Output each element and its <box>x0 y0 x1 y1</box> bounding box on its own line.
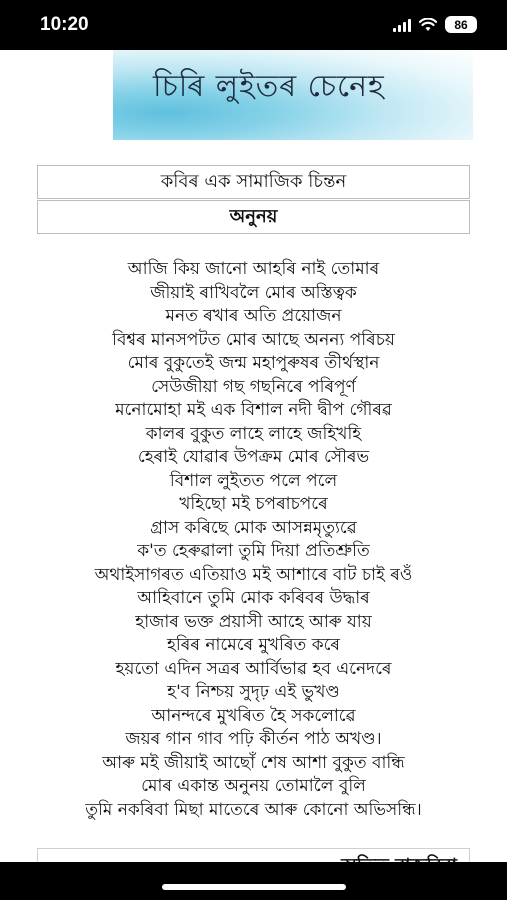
poem-line: হেৰাই যোৱাৰ উপক্ৰম মোৰ সৌৰভ <box>137 447 370 467</box>
poem-line: জীয়াই ৰাখিবলৈ মোৰ অস্তিত্বক <box>150 282 357 303</box>
bottom-system-bar <box>0 862 507 900</box>
poem-body <box>0 258 507 822</box>
poem-line: খহিছো মই চপৰাচপৰে <box>179 494 328 514</box>
poem-line: সেউজীয়া গছ গছনিৰে পৰিপূৰ্ণ <box>151 376 356 397</box>
poem-line: মনোমোহা মই এক বিশাল নদী দ্বীপ গৌৰৱ <box>115 400 392 420</box>
poem-line: আৰু মই জীয়াই আছোঁ শেষ আশা বুকুত বান্ধি <box>102 752 405 773</box>
poem-line: আজি কিয় জানো আহৰি নাই তোমাৰ <box>127 259 380 279</box>
poem-line: মনত ৰখাৰ অতি প্ৰয়োজন <box>165 306 342 326</box>
poem-line: ক'ত হেৰুৱালা তুমি দিয়া প্ৰতিশ্ৰুতি <box>137 541 370 561</box>
poem-line: গ্ৰাস কৰিছে মোক আসন্নমৃত্যুৱে <box>150 517 357 538</box>
banner-title: চিৰি লুইতৰ চেনেহ <box>153 69 385 104</box>
poem-subtitle: কবিৰ এক সামাজিক চিন্তন <box>37 165 470 199</box>
poem-line: আহিবানে তুমি মোক কৰিবৰ উদ্ধাৰ <box>137 588 370 608</box>
poem-line: হয়তো এদিন সত্ৰৰ আৰ্বিভাৱ হব এনেদৰে <box>115 658 392 679</box>
poem-line: মোৰ বুকুতেই জন্ম মহাপুৰুষৰ তীৰ্থস্থান <box>127 353 380 373</box>
poem-title: অনুনয় <box>37 200 470 234</box>
poem-line: হ'ব নিশ্চয় সুদৃঢ় এই ভুখণ্ড <box>167 682 340 702</box>
poem-line: অথাইসাগৰত এতিয়াও মই আশাৰে বাট চাই ৰওঁ <box>94 564 413 585</box>
poem-line: তুমি নকৰিবা মিছা মাতেৰে আৰু কোনো অভিসন্ধি। <box>85 799 422 820</box>
header-banner <box>113 50 473 140</box>
poem-line: বিশাল লুইতত পলে পলে <box>169 470 338 491</box>
signal-icon <box>393 18 411 32</box>
poem-line: আনন্দৰে মুখৰিত হৈ সকলোৱে <box>151 705 356 726</box>
poem-line: বিশ্বৰ মানসপটত মোৰ আছে অনন্য পৰিচয় <box>112 329 395 350</box>
home-indicator[interactable] <box>162 884 346 890</box>
poem-line: কালৰ বুকুত লাহে লাহে জহিখহি <box>145 423 362 444</box>
poem-line: হৰিৰ নামেৰে মুখৰিত কৰে <box>167 635 340 655</box>
poem-line: জয়ৰ গান গাব পঢ়ি কীৰ্তন পাঠ অখণ্ড। <box>125 729 382 749</box>
status-bar <box>0 0 507 50</box>
status-icons <box>393 16 477 33</box>
poem-line: হাজাৰ ভক্ত প্ৰয়াসী আহে আৰু যায় <box>135 611 372 632</box>
poem-line: মোৰ একান্ত অনুনয় তোমালৈ বুলি <box>141 776 366 796</box>
status-time: 10:20 <box>40 14 89 35</box>
battery-icon: 86 <box>445 16 477 33</box>
wifi-icon <box>419 18 437 32</box>
